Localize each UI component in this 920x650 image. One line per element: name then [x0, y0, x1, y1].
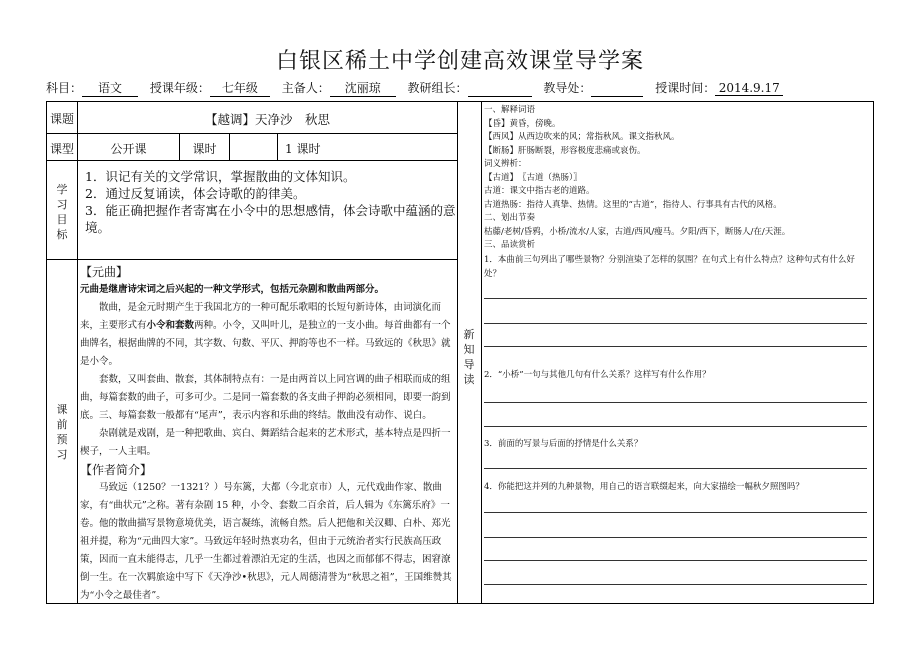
- preparer-value: 沈丽琼: [330, 79, 396, 97]
- type-label: 课型: [49, 142, 74, 156]
- paragraph-zaju: 杂剧就是戏剧，是一种把歌曲、宾白、舞蹈结合起来的艺术形式，基本特点是四折一楔子，一人主唱。: [80, 428, 451, 457]
- goal-item: 2．通过反复诵读，体会诗歌的韵律美。: [85, 186, 306, 201]
- nk-line: 【断肠】肝肠断裂，形容极度悲痛或哀伤。: [484, 145, 646, 156]
- nk-line: 一、解释词语: [484, 105, 536, 115]
- office-value: [591, 82, 643, 97]
- subject-value: 语文: [82, 79, 138, 97]
- yuanqu-heading: 【元曲】: [80, 265, 129, 279]
- hours-value: 1 课时: [285, 142, 321, 156]
- grade-label: 授课年级：: [149, 81, 210, 95]
- nk-line: 二、划出节奏: [484, 213, 536, 223]
- page-title: 白银区稀土中学创建高效课堂导学案: [275, 49, 644, 74]
- new-knowledge-label: 新知导读: [463, 328, 475, 386]
- header-meta: [46, 79, 886, 97]
- nk-line: 词义辨析：: [484, 159, 527, 169]
- nk-line: 古道：课文中指古老的道路。: [484, 186, 595, 196]
- paragraph-author: 马致远（1250？一1321？）号东篱，大都（今北京市）人，元代戏曲作家、散曲家，有“曲状元”之称。著有杂剧 15 种，小令、套数二百余首，后人辑为《东篱乐府》一卷。他的散曲描写景物意境优美，语言凝练，流畅自然。后人把他和关汉卿、白朴、郑光祖并提，称为“元曲四大家”。马致远年轻时热衷功名，但由于元统治者实行民族高压政策，因而一直未能得志，几乎一生都过着漂泊无定的生活，也因之而郁郁不得志，困窘潦倒一生。在一次羁旅途中写下《天净沙•秋思》，元人周德清誉为“秋思之祖”，王国维赞其为“小令之最佳者”。: [80, 482, 452, 601]
- topic-label: 课题: [49, 112, 74, 126]
- type-value: 公开课: [110, 142, 147, 156]
- author-heading: 【作者简介】: [80, 463, 153, 477]
- goals-label: 学习目标: [56, 183, 68, 241]
- answer-line[interactable]: [484, 426, 867, 427]
- answer-line[interactable]: [484, 512, 867, 513]
- question-2: 2．“小桥”一句与其他几句有什么关系？这样写有什么作用？: [484, 370, 711, 380]
- group-leader-value: [468, 82, 532, 97]
- preview-content: [80, 263, 458, 605]
- preview-label: 课前预习: [56, 403, 68, 461]
- nk-line: 【古道】 〖古道（热肠）〗: [484, 172, 582, 183]
- answer-line[interactable]: [484, 537, 867, 538]
- lesson-table: [46, 101, 874, 604]
- answer-line[interactable]: [484, 323, 867, 324]
- answer-line[interactable]: [484, 584, 867, 585]
- office-label: 教导处：: [543, 81, 592, 95]
- grade-value: 七年级: [210, 79, 270, 97]
- topic-value: 【越调】天净沙 秋思: [204, 112, 330, 127]
- subject-label: 科目：: [46, 81, 83, 95]
- group-leader-label: 教研组长：: [407, 81, 468, 95]
- yuanqu-lead: 元曲是继唐诗宋词之后兴起的一种文学形式，包括元杂剧和散曲两部分。: [80, 284, 385, 295]
- answer-line[interactable]: [484, 468, 867, 469]
- date-label: 授课时间：: [655, 81, 716, 95]
- date-value: 2014.9.17: [715, 81, 783, 96]
- answer-line[interactable]: [484, 560, 867, 561]
- goal-item: 3．能正确把握作者寄寓在小令中的思想感情，体会诗歌中蕴涵的意境。: [85, 203, 456, 235]
- new-knowledge-content: [484, 104, 869, 281]
- question-4: 4．你能把这并列的九种景物，用自己的语言联缀起来，向大家描绘一幅秋夕照图吗？: [484, 482, 804, 492]
- preparer-label: 主备人：: [281, 81, 330, 95]
- paragraph-sanqu: 散曲，是金元时期产生于我国北方的一种可配乐歌唱的长短句新诗体，由词演化而来，主要形式有小令和套数两种。小令，又叫叶儿，是独立的一支小曲。每首曲都有一个曲牌名，根据曲牌的不同，其字数、句数、平仄、押韵等也不一样。马致远的《秋思》就是小令。: [80, 302, 451, 367]
- nk-line: 【西风】从西边吹来的风；常指秋风。课文指秋风。: [484, 132, 680, 142]
- hours-label: 课时: [192, 142, 217, 156]
- nk-line: 三、品读赏析: [484, 240, 536, 250]
- nk-line: 【昏】黄昏，傍晚。: [484, 118, 561, 129]
- goals-list: [85, 168, 457, 236]
- question-3: 3．前面的写景与后面的抒情是什么关系？: [484, 439, 643, 449]
- goal-item: 1．识记有关的文学常识，掌握散曲的文体知识。: [85, 169, 356, 184]
- answer-line[interactable]: [484, 298, 867, 299]
- answer-line[interactable]: [484, 346, 867, 347]
- question-1: 1．本曲前三句列出了哪些景物？分别渲染了怎样的氛围？在句式上有什么特点？这种句式有什么好处？: [484, 254, 855, 279]
- paragraph-taoshu: 套数，又叫套曲、散套，其体制特点有：一是由两首以上同宫调的曲子相联而成的组曲，每篇套数的曲子，可多可少。二是同一篇套数的各支曲子押韵必须相同，即要一韵到底。三、每篇套数一般都有“尾声”，表示内容和乐曲的终结。散曲没有动作、说白。: [80, 374, 451, 421]
- nk-line: 古道热肠：指待人真挚、热情。这里的“古道”，指待人、行事具有古代的风格。: [484, 199, 782, 210]
- answer-line[interactable]: [484, 402, 867, 403]
- nk-line: 枯藤/老树/昏鸦，小桥/流水/人家，古道/西风/瘦马。夕阳/西下，断肠人/在/天涯。: [484, 226, 791, 237]
